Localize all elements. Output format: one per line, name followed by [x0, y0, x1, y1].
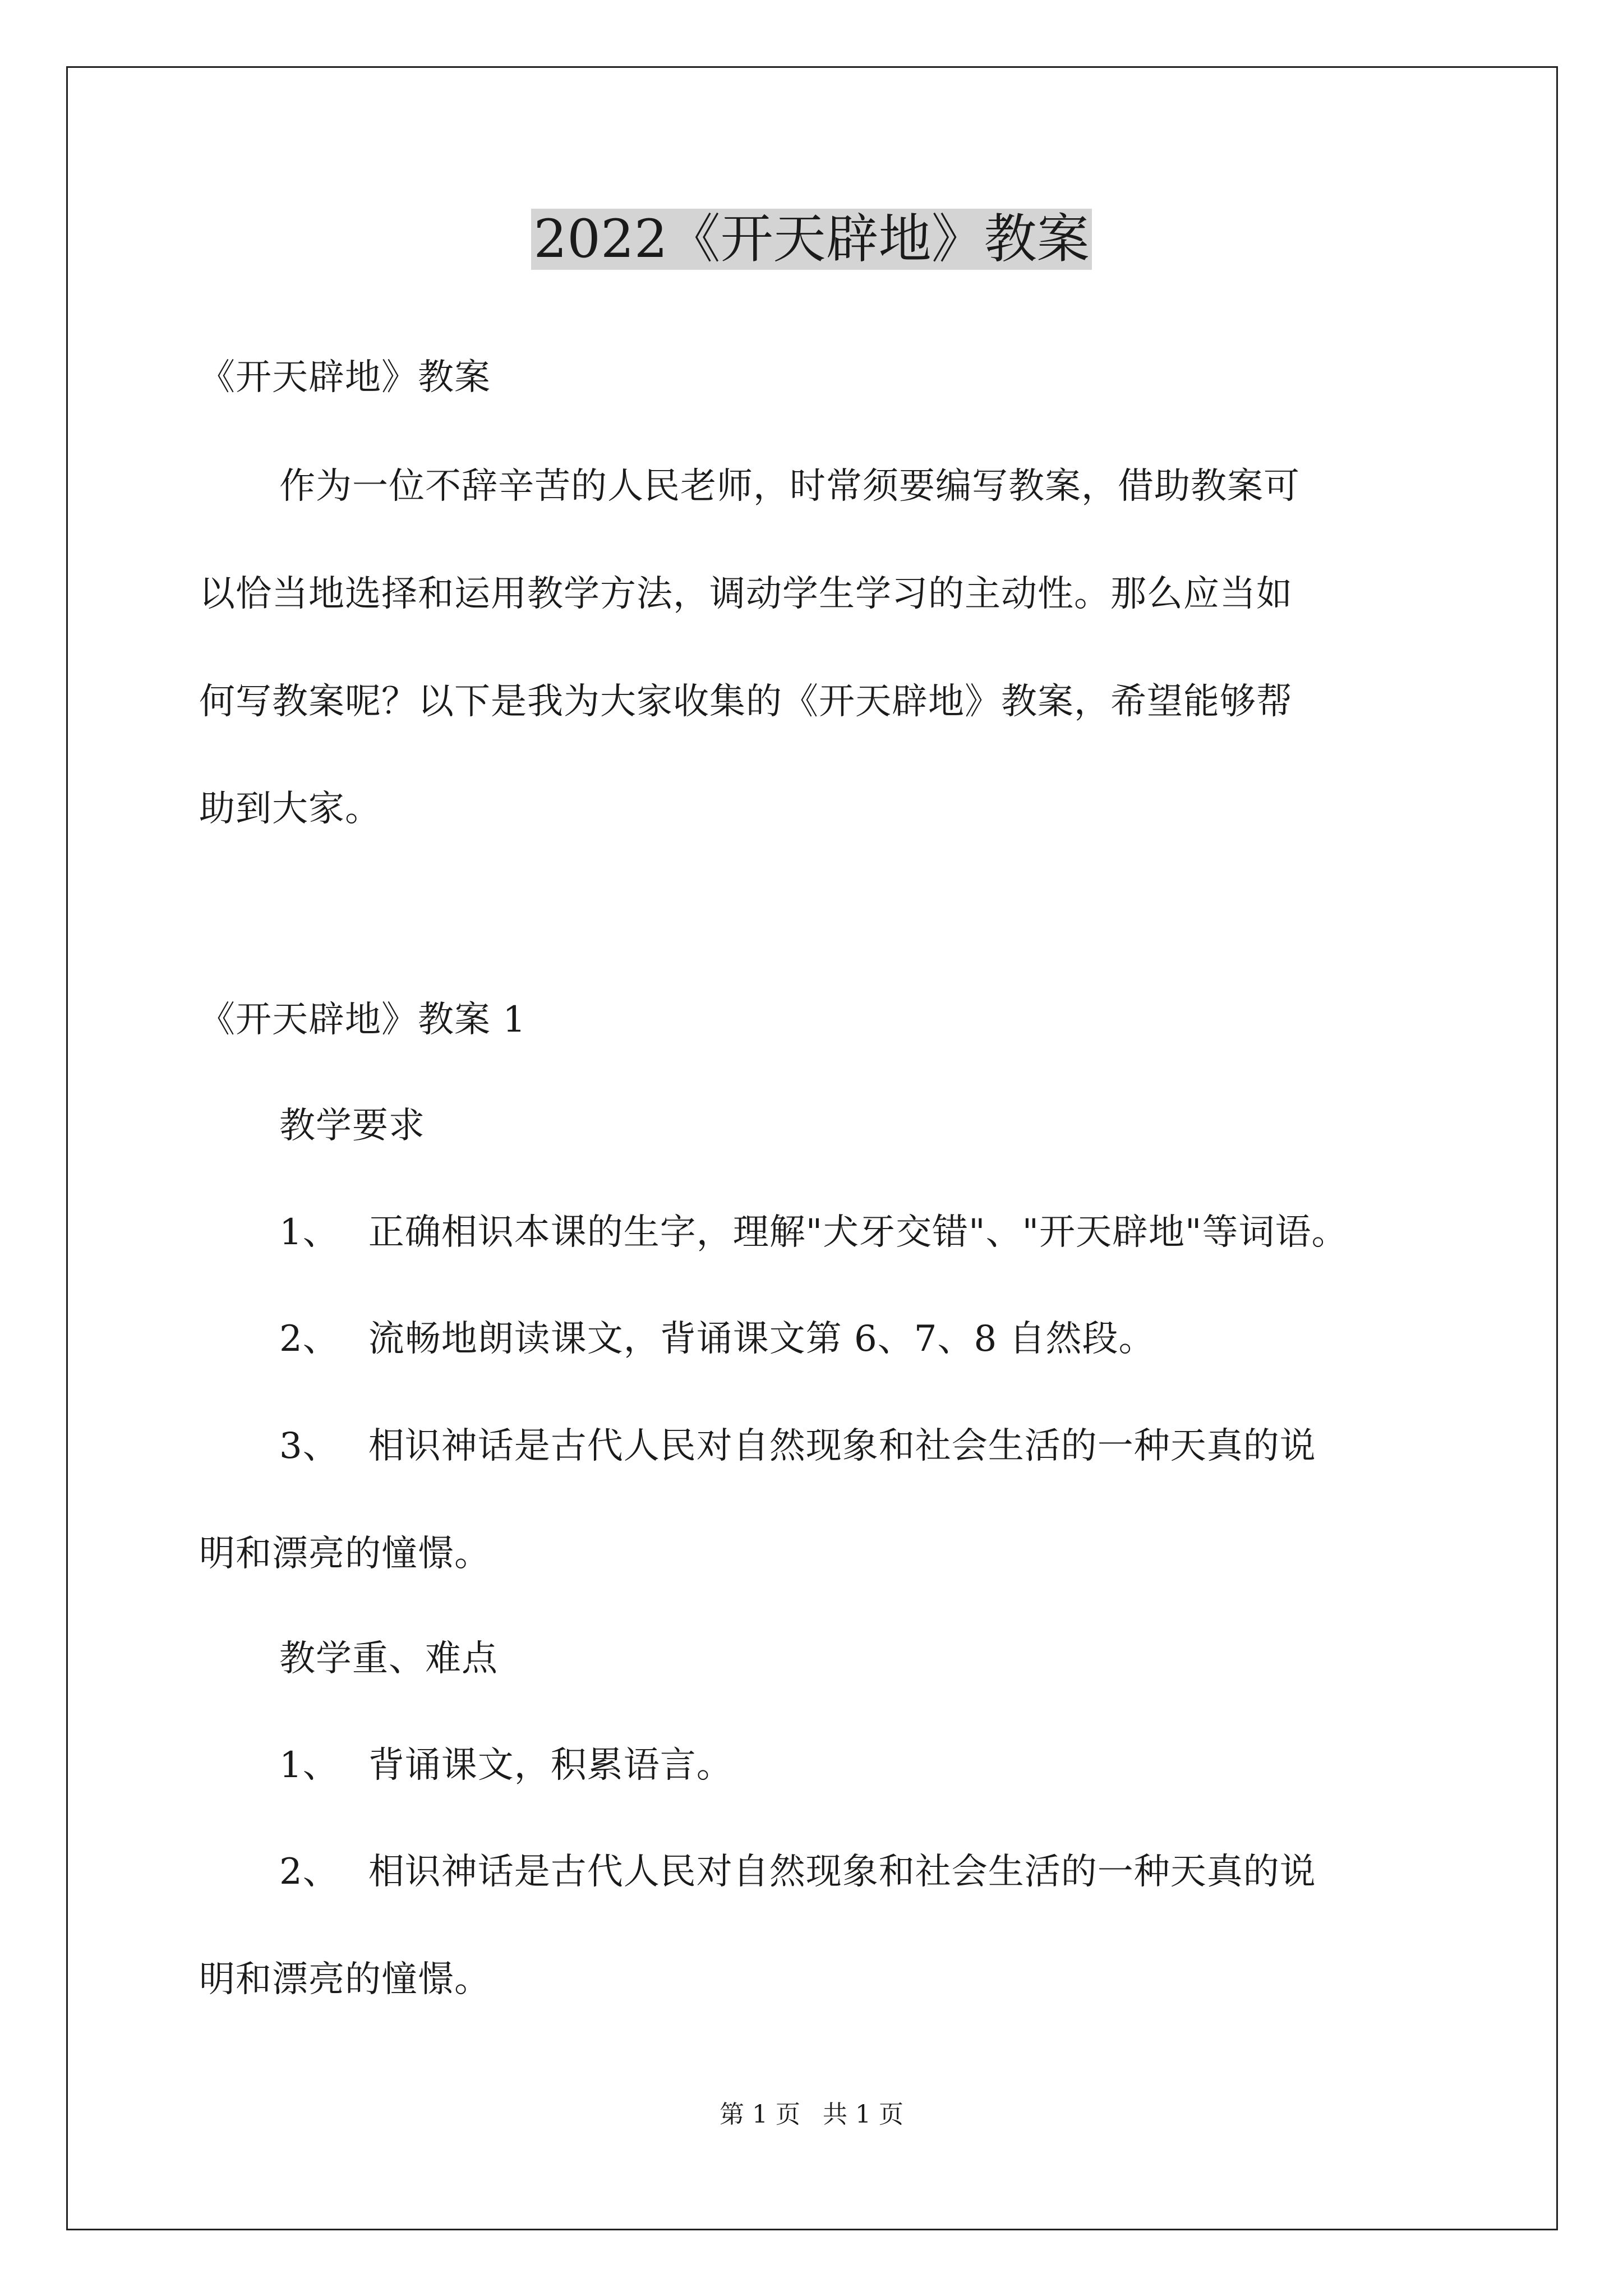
document-subtitle: 《开天辟地》教案: [199, 357, 491, 398]
difficulty-heading: 教学重、难点: [279, 1638, 498, 1680]
difficulty-item-1: [279, 1740, 733, 1791]
requirement-item-2: [279, 1314, 1155, 1364]
page-number: 第 1 页: [720, 2100, 800, 2129]
requirement-number: 3、: [279, 1425, 339, 1467]
difficulty-item-2: [279, 1847, 1316, 1897]
difficulty-number: 2、: [279, 1851, 339, 1893]
page-footer: [0, 2098, 1623, 2132]
requirement-number: 1、: [279, 1212, 339, 1253]
difficulty-text: 相识神话是古代人民对自然现象和社会生活的一种天真的说: [368, 1851, 1316, 1893]
difficulty-text: 背诵课文，积累语言。: [368, 1745, 733, 1786]
document-title-text: 2022《开天辟地》教案: [531, 209, 1091, 270]
intro-line-4: 助到大家。: [199, 788, 381, 830]
requirement-number: 2、: [279, 1318, 339, 1360]
page-total: 共 1 页: [823, 2100, 903, 2129]
intro-line-3: 何写教案呢？以下是我为大家收集的《开天辟地》教案，希望能够帮: [199, 681, 1293, 723]
requirements-heading: 教学要求: [279, 1105, 425, 1147]
document-title: [0, 203, 1623, 276]
requirement-text: 流畅地朗读课文，背诵课文第 6、7、8 自然段。: [368, 1318, 1155, 1360]
intro-line-1: 作为一位不辞辛苦的人民老师，时常须要编写教案，借助教案可: [279, 466, 1300, 507]
requirement-item-3: [279, 1421, 1316, 1471]
requirement-text: 相识神话是古代人民对自然现象和社会生活的一种天真的说: [368, 1425, 1316, 1467]
difficulty-number: 1、: [279, 1745, 339, 1786]
section-heading: 《开天辟地》教案 1: [199, 999, 527, 1041]
requirement-item-3-continuation: 明和漂亮的憧憬。: [199, 1533, 491, 1575]
difficulty-item-2-continuation: 明和漂亮的憧憬。: [199, 1959, 491, 2000]
requirement-item-1: [279, 1207, 1348, 1258]
requirement-text: 正确相识本课的生字，理解"犬牙交错"、"开天辟地"等词语。: [368, 1212, 1348, 1253]
intro-line-2: 以恰当地选择和运用教学方法，调动学生学习的主动性。那么应当如: [199, 573, 1293, 615]
